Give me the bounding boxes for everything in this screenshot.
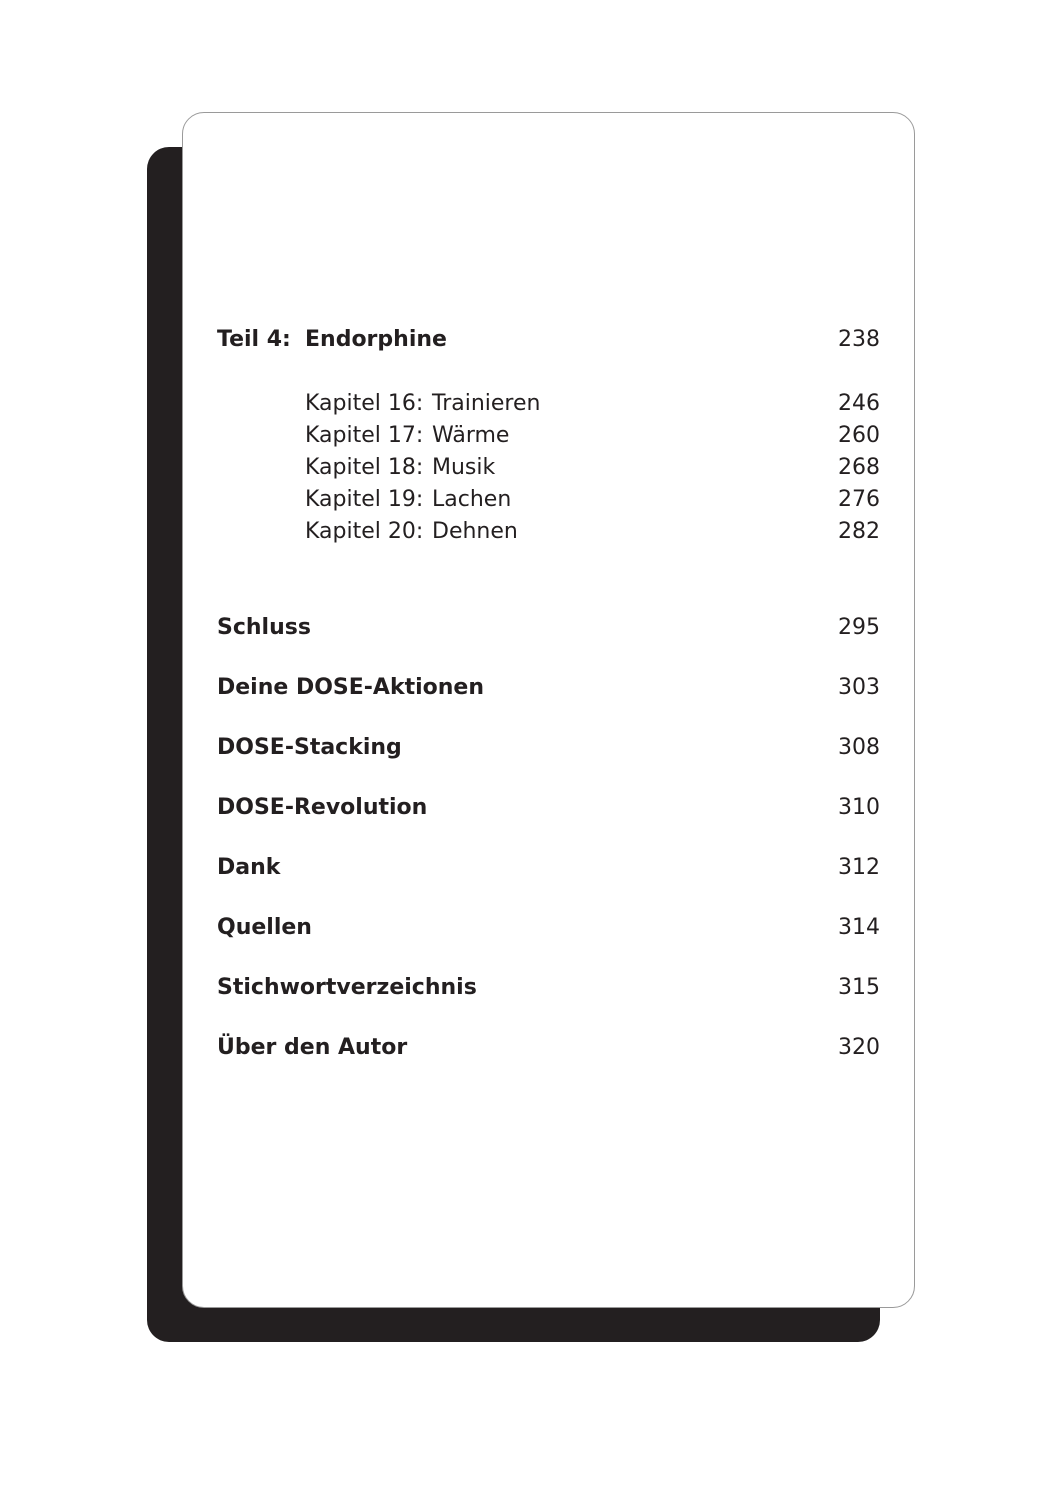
toc-section-entry: [217, 673, 880, 703]
page-number: 238: [838, 327, 880, 352]
page-number: 260: [838, 423, 880, 448]
toc-section-entry: [217, 1033, 880, 1063]
page-number: 314: [838, 915, 880, 940]
section-title: Über den Autor: [217, 1035, 408, 1060]
toc-chapter-entry: [217, 421, 880, 451]
section-title: Schluss: [217, 615, 311, 640]
part-title: Endorphine: [305, 327, 447, 352]
chapter-title: Lachen: [432, 487, 512, 512]
toc-page-card: [182, 112, 915, 1308]
page-number: 308: [838, 735, 880, 760]
section-title: Deine DOSE-Aktionen: [217, 675, 485, 700]
section-title: Dank: [217, 855, 281, 880]
toc-chapter-entry: [217, 453, 880, 483]
chapter-title: Wärme: [432, 423, 510, 448]
toc-section-entry: [217, 913, 880, 943]
chapter-label: Kapitel 20:: [305, 519, 424, 544]
chapter-label: Kapitel 16:: [305, 391, 424, 416]
toc-part-entry: [217, 325, 880, 355]
toc-chapter-entry: [217, 485, 880, 515]
toc-section-entry: [217, 733, 880, 763]
section-title: Quellen: [217, 915, 312, 940]
page-number: 246: [838, 391, 880, 416]
chapter-title: Trainieren: [432, 391, 541, 416]
page-number: 282: [838, 519, 880, 544]
page-number: 312: [838, 855, 880, 880]
toc-chapter-entry: [217, 517, 880, 547]
section-title: DOSE-Stacking: [217, 735, 402, 760]
page-number: 276: [838, 487, 880, 512]
chapter-title: Dehnen: [432, 519, 518, 544]
page-number: 295: [838, 615, 880, 640]
chapter-label: Kapitel 17:: [305, 423, 424, 448]
page-number: 303: [838, 675, 880, 700]
page-number: 320: [838, 1035, 880, 1060]
toc-section-entry: [217, 613, 880, 643]
toc-chapter-entry: [217, 389, 880, 419]
section-title: DOSE-Revolution: [217, 795, 428, 820]
section-title: Stichwortverzeichnis: [217, 975, 477, 1000]
page-number: 310: [838, 795, 880, 820]
toc-section-entry: [217, 853, 880, 883]
chapter-label: Kapitel 18:: [305, 455, 424, 480]
part-label: Teil 4:: [217, 327, 291, 352]
toc-section-entry: [217, 973, 880, 1003]
toc-section-entry: [217, 793, 880, 823]
page-number: 315: [838, 975, 880, 1000]
chapter-title: Musik: [432, 455, 496, 480]
chapter-label: Kapitel 19:: [305, 487, 424, 512]
page-number: 268: [838, 455, 880, 480]
